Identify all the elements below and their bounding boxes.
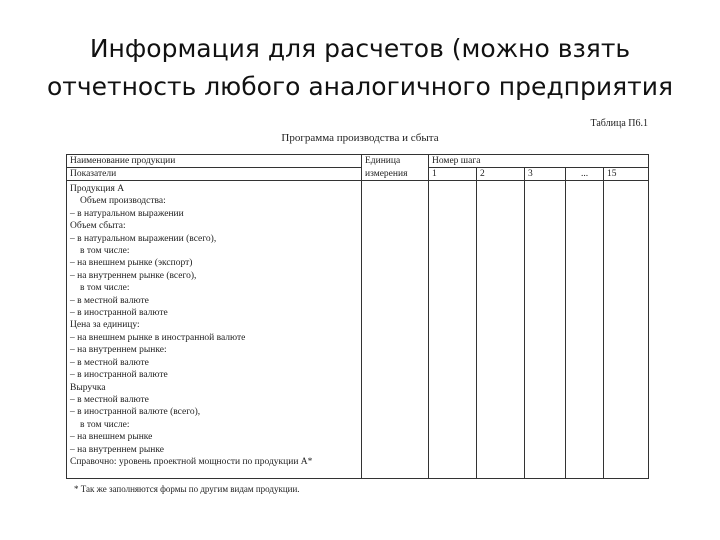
indicator-line: в том числе: [80,283,130,294]
header-step-1: 1 [429,168,477,181]
header-step-ellipsis: ... [566,168,604,181]
header-indicators: Показатели [67,168,362,181]
step-2-cell [477,181,525,479]
indicator-line: – в иностранной валюте (всего), [70,407,201,418]
indicator-line: в том числе: [80,246,130,257]
indicator-line: Справочно: уровень проектной мощности по продукции А* [70,456,313,467]
step-15-cell [604,181,649,479]
step-1-cell [429,181,477,479]
indicator-line: Продукция А [70,184,125,194]
indicator-line: – на внутреннем рынке [70,444,164,455]
header-step-3: 3 [525,168,566,181]
indicators-cell [67,181,362,479]
header-step-2: 2 [477,168,525,181]
indicator-line: – в натуральном выражении [70,208,184,219]
table-caption: Программа производства и сбыта [281,132,439,144]
step-3-cell [525,181,566,479]
indicator-line: – на внешнем рынке (экспорт) [70,258,193,269]
header-row-2 [67,168,649,181]
header-step-number: Номер шага [429,155,649,168]
indicator-line: – на внутреннем рынке (всего), [70,270,197,281]
indicator-line: Цена за единицу: [70,320,140,331]
header-unit-line-1: Единица [362,155,429,168]
body-row [67,181,649,479]
indicator-line: Объем производства: [80,196,166,207]
indicator-line: – на внешнем рынке в иностранной валюте [70,332,246,343]
document-scan [66,118,654,498]
slide-title [0,30,720,106]
indicator-line: – в иностранной валюте [70,308,168,319]
unit-column-cell [362,181,429,479]
slide-title-line-2: отчетность любого аналогичного предприятия [47,72,673,101]
indicator-line: – на внешнем рынке [70,432,153,443]
table-footnote: * Так же заполняются формы по другим видам продукции. [74,484,300,494]
step-ellipsis-cell [566,181,604,479]
header-step-15: 15 [604,168,649,181]
indicator-line: – в местной валюте [70,394,149,405]
indicator-line: – в натуральном выражении (всего), [70,233,217,244]
header-product-name: Наименование продукции [67,155,362,168]
indicator-line: – в местной валюте [70,295,149,306]
header-row-1 [67,155,649,168]
slide-title-line-1: Информация для расчетов (можно взять [89,34,631,63]
indicator-line: Объем сбыта: [70,221,126,232]
indicator-line: в том числе: [80,419,130,430]
indicator-line: – в иностранной валюте [70,370,168,381]
table-number: Таблица П6.1 [590,118,648,129]
indicator-line: – в местной валюте [70,357,149,368]
indicator-line: – на внутреннем рынке: [70,345,167,356]
production-sales-table [66,154,649,479]
header-unit-line-2: измерения [362,168,429,181]
indicator-line: Выручка [70,382,106,393]
